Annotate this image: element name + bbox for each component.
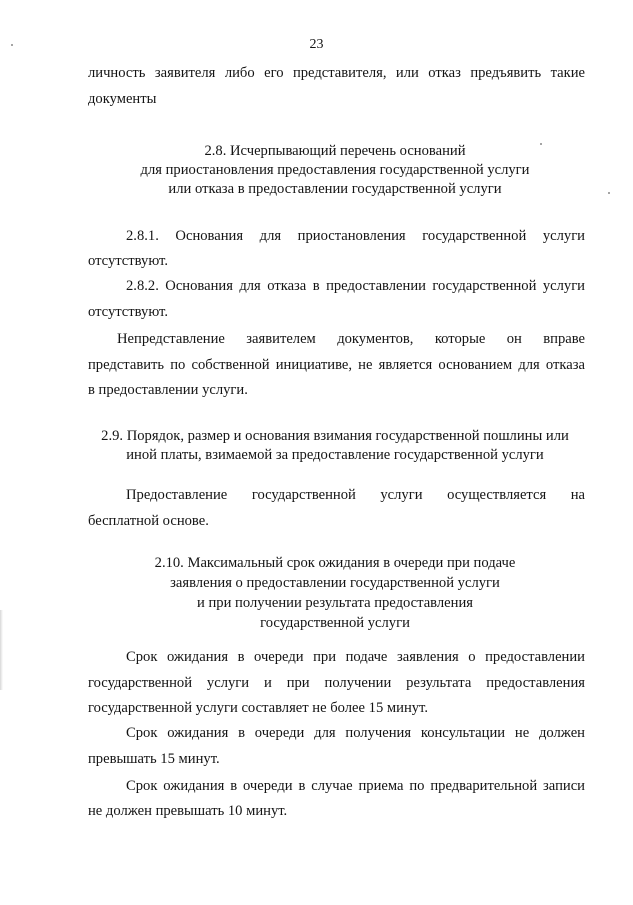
section-heading-2-9: иной платы, взимаемой за предоставление государственной услуги xyxy=(126,447,544,463)
paragraph-line: в предоставлении услуги. xyxy=(88,382,248,398)
paragraph-line: государственной услуги и при получении результата предоставления xyxy=(88,675,585,691)
intro-line: личность заявителя либо его представителя, или отказ предъявить такие xyxy=(88,65,585,81)
intro-line: документы xyxy=(88,91,157,107)
paragraph-line: представить по собственной инициативе, не является основанием для отказа xyxy=(88,357,585,373)
section-heading-2-9: 2.9. Порядок, размер и основания взимания государственной пошлины или xyxy=(101,428,569,444)
paragraph-line: превышать 15 минут. xyxy=(88,751,220,767)
section-heading-2-10: и при получении результата предоставления xyxy=(197,595,473,611)
scan-shadow xyxy=(0,610,3,690)
paragraph-line: 2.8.2. Основания для отказа в предоставлении государственной услуги xyxy=(126,278,585,294)
paragraph-line: не должен превышать 10 минут. xyxy=(88,803,288,819)
section-heading-2-8: для приостановления предоставления государственной услуги xyxy=(140,162,530,178)
paragraph-line: Срок ожидания в очереди при подаче заявления о предоставлении xyxy=(126,649,585,665)
paragraph-line: Срок ожидания в очереди в случае приема по предварительной записи xyxy=(126,778,585,794)
section-heading-2-10: государственной услуги xyxy=(260,615,410,631)
paragraph-line: государственной услуги составляет не более 15 минут. xyxy=(88,700,428,716)
page-number: 23 xyxy=(309,37,324,52)
section-heading-2-10: 2.10. Максимальный срок ожидания в очереди при подаче xyxy=(154,555,516,571)
section-heading-2-8: 2.8. Исчерпывающий перечень оснований xyxy=(204,143,466,159)
paragraph-line: бесплатной основе. xyxy=(88,513,209,529)
paragraph-line: Срок ожидания в очереди для получения консультации не должен xyxy=(126,725,585,741)
paragraph-line: отсутствуют. xyxy=(88,304,168,320)
section-heading-2-10: заявления о предоставлении государственной услуги xyxy=(170,575,500,591)
paragraph-line: 2.8.1. Основания для приостановления государственной услуги xyxy=(126,228,585,244)
paragraph-line: Непредставление заявителем документов, которые он вправе xyxy=(117,331,585,347)
paragraph-line: отсутствуют. xyxy=(88,253,168,269)
paragraph-line: Предоставление государственной услуги осуществляется на xyxy=(126,487,585,503)
section-heading-2-8: или отказа в предоставлении государственной услуги xyxy=(168,181,502,197)
